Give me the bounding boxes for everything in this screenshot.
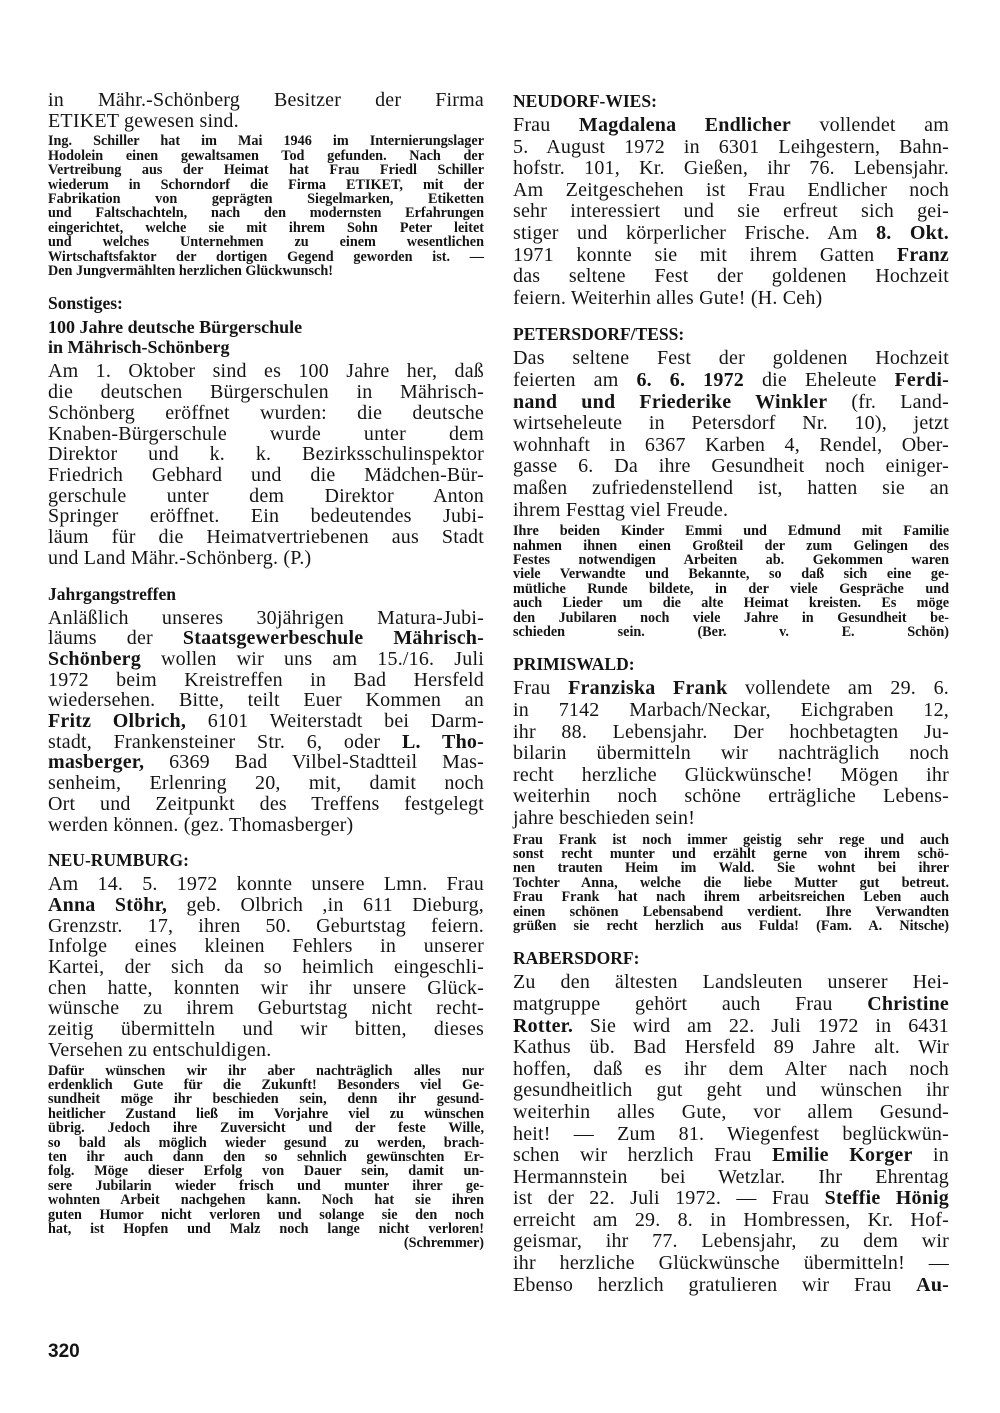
text-line bbox=[48, 670, 484, 691]
text-line bbox=[513, 596, 949, 610]
text: hoffen, daß es ihr dem Alter nach noch bbox=[513, 1057, 949, 1080]
bold-text: Ferdi- bbox=[894, 368, 949, 391]
text-line bbox=[48, 1208, 484, 1222]
text-line bbox=[48, 752, 484, 773]
text-line bbox=[48, 978, 484, 999]
text-line bbox=[48, 628, 484, 649]
text-line bbox=[513, 1037, 949, 1059]
text: Ort und Zeitpunkt des Treffens festgelegt bbox=[48, 792, 484, 815]
text: übrig. Jedoch ihre Zuversicht und der feste Wille, bbox=[48, 1120, 484, 1137]
primiswald-article bbox=[513, 678, 949, 829]
text: mütliche Runde bildete, in der viele Gespräche und bbox=[513, 580, 949, 597]
text-line bbox=[513, 700, 949, 722]
bold-text: Anna Stöhr, bbox=[48, 893, 168, 916]
text: feiern. Weiterhin alles Gute! (H. Ceh) bbox=[513, 286, 823, 309]
text: das seltene Fest der goldenen Hochzeit bbox=[513, 265, 949, 288]
text: sere Jubilarin wieder frisch und munter ihrer ge- bbox=[48, 1177, 484, 1194]
bold-text: 6. 6. 1972 bbox=[636, 368, 744, 391]
text-line bbox=[513, 611, 949, 625]
text: recht herzliche Glückwünsche! Mögen ihr bbox=[513, 763, 949, 786]
text: Knaben-Bürgerschule wurde unter dem bbox=[48, 422, 484, 445]
text-line bbox=[48, 773, 484, 794]
text-line bbox=[48, 221, 484, 235]
neu-rumburg-note bbox=[48, 1064, 484, 1251]
etiket-intro bbox=[48, 90, 484, 131]
bold-text: Emilie Korger bbox=[772, 1144, 913, 1167]
text-line bbox=[48, 1040, 484, 1061]
text-line bbox=[48, 111, 484, 132]
bold-text: 8. Okt. bbox=[876, 221, 949, 244]
text: Vertreibung aus der Heimat hat Frau Friedl Schiller bbox=[48, 162, 484, 179]
text: und welches Unternehmen zu einem wesentlichen bbox=[48, 234, 484, 251]
text-line bbox=[48, 608, 484, 629]
text-line bbox=[513, 722, 949, 744]
rabersdorf-article bbox=[513, 972, 949, 1296]
text: ihr 88. Lebensjahr. Der hochbetagten Ju- bbox=[513, 720, 949, 743]
text: Tochter Anna, welche die liebe Mutter gut betreut. bbox=[513, 874, 949, 891]
text: grüßen sie recht herzlich aus Fulda! (Fam. A. Nitsche) bbox=[513, 917, 949, 934]
text-line bbox=[48, 178, 484, 192]
bold-text: Rotter. bbox=[513, 1014, 574, 1037]
primiswald-note bbox=[513, 833, 949, 934]
bold-text: Staatsgewerbeschule Mährisch- bbox=[182, 627, 484, 650]
text: Friedrich Gebhard und die Mädchen-Bür- bbox=[48, 463, 484, 486]
text: folg. Möge dieser Erfolg von Dauer sein, damit un- bbox=[48, 1163, 484, 1180]
text-line bbox=[513, 743, 949, 765]
text: sundheit möge ihr beschieden sein, denn ihr gesund- bbox=[48, 1091, 484, 1108]
petersdorf-note bbox=[513, 524, 949, 639]
text-line bbox=[513, 413, 949, 435]
text: Versehen zu entschuldigen. bbox=[48, 1038, 272, 1061]
text-line bbox=[513, 266, 949, 288]
text: jahre beschieden sein! bbox=[513, 806, 696, 829]
text: Sie wird am 22. Juli 1972 in 6431 bbox=[573, 1014, 949, 1037]
text: eingerichtet, welche sie mit ihrem Sohn Peter leitet bbox=[48, 219, 484, 236]
text: ten ihr auch dann den so sehnlich gewünschten Er- bbox=[48, 1149, 484, 1165]
bold-text: masberger, bbox=[48, 751, 145, 774]
text-line bbox=[513, 625, 949, 639]
text: Den Jungvermählten herzlichen Glückwunsch! bbox=[48, 263, 333, 280]
text: stiger und körperlicher Frische. Am bbox=[513, 221, 877, 244]
text: NEUDORF-WIES: bbox=[513, 91, 657, 111]
text-line bbox=[48, 192, 484, 206]
text: guten Humor nicht verloren und solange sie den noch bbox=[48, 1206, 484, 1223]
text: PRIMISWALD: bbox=[513, 654, 635, 675]
text: ist der 22. Juli 1972. — Frau bbox=[513, 1187, 825, 1210]
jahrgangstreffen-article bbox=[48, 608, 484, 836]
text-line bbox=[48, 527, 484, 548]
text: auch Lieder um die alte Heimat kreisten. Es möge bbox=[513, 595, 949, 612]
text: hofstr. 101, Kr. Gießen, ihr 76. Lebensjahr. bbox=[513, 157, 949, 180]
text-line bbox=[513, 1124, 949, 1146]
text: schieden sein. bbox=[513, 623, 645, 640]
page-number: 320 bbox=[48, 1341, 80, 1362]
text: PETERSDORF/TESS: bbox=[513, 324, 685, 345]
text: feierten am bbox=[513, 368, 637, 391]
text: ihr herzliche Glückwünsche übermitteln! — bbox=[513, 1252, 949, 1275]
neu-rumburg-article bbox=[48, 874, 484, 1060]
text-line bbox=[513, 348, 949, 370]
text-line bbox=[513, 456, 949, 478]
text: den Jubilaren noch viele Jahre in Gesundheit be- bbox=[513, 609, 949, 626]
text: Dafür wünschen wir ihr aber nachträglich alles nur bbox=[48, 1062, 484, 1079]
section-jahrgangstreffen bbox=[48, 583, 484, 605]
text-line bbox=[513, 392, 949, 414]
text-line bbox=[513, 1275, 949, 1297]
text: erdenklich Gute für die Zukunft! Besonders viel Ge- bbox=[48, 1076, 484, 1093]
bold-text: Franziska Frank bbox=[568, 677, 728, 700]
text-line bbox=[513, 180, 949, 202]
text-line bbox=[48, 1121, 484, 1135]
text: in 7142 Marbach/Neckar, Eichgraben 12, bbox=[513, 698, 949, 721]
text-line bbox=[513, 653, 949, 675]
text: Jahrgangstreffen bbox=[48, 583, 176, 604]
text-line bbox=[513, 947, 949, 969]
text-line bbox=[48, 1193, 484, 1207]
section-primiswald bbox=[513, 653, 949, 675]
text-line bbox=[48, 264, 484, 278]
text: Schönberg eröffnet wurden: die deutsche bbox=[48, 401, 484, 424]
text-line bbox=[48, 1150, 484, 1164]
text: bilarin übermitteln wir nachträglich noch bbox=[513, 742, 949, 765]
text: Ing. Schiller hat im Mai 1946 im Internierungslager bbox=[48, 133, 484, 150]
text-line bbox=[513, 890, 949, 904]
text: heitlicher Zustand ließ im Vorjahre viel zu wünschen bbox=[48, 1105, 484, 1122]
text-line bbox=[48, 163, 484, 177]
text: Frau Frank ist noch immer geistig sehr rege und auch bbox=[513, 831, 949, 848]
text: (Schremmer) bbox=[403, 1235, 484, 1252]
text-line bbox=[48, 732, 484, 753]
text-line bbox=[48, 424, 484, 445]
section-rabersdorf bbox=[513, 947, 949, 969]
text: Sonstiges: bbox=[48, 293, 123, 314]
text-line bbox=[513, 847, 949, 861]
text-line bbox=[513, 1231, 949, 1253]
text: hat, ist Hopfen und Malz noch lange nicht verloren! bbox=[48, 1221, 484, 1238]
text: läums der bbox=[48, 627, 183, 650]
right-column bbox=[513, 90, 949, 1296]
text-line bbox=[48, 361, 484, 382]
text-line bbox=[48, 403, 484, 424]
text-line bbox=[48, 548, 484, 569]
text: Hermannstein bei Wetzlar. Ihr Ehrentag bbox=[513, 1165, 949, 1188]
text-line bbox=[48, 849, 484, 871]
bold-text: Schönberg bbox=[48, 647, 141, 670]
text: 100 Jahre deutsche Bürgerschule bbox=[48, 317, 303, 338]
bold-text: Franz bbox=[896, 243, 949, 266]
text-line bbox=[48, 690, 484, 711]
text-line bbox=[513, 861, 949, 875]
text: (fr. Land- bbox=[827, 390, 949, 413]
text: ETIKET gewesen sind. bbox=[48, 109, 239, 132]
text: werden können. (gez. Thomasberger) bbox=[48, 813, 354, 836]
text-line bbox=[48, 895, 484, 916]
text-line bbox=[513, 1080, 949, 1102]
bold-text: Fritz Olbrich, bbox=[48, 710, 187, 733]
text-line bbox=[48, 1179, 484, 1193]
text: gerschule unter dem Direktor Anton bbox=[48, 484, 484, 507]
text: wohnten Arbeit nachgehen kann. Noch hat sie ihren bbox=[48, 1192, 484, 1209]
text: vollendete am 29. 6. bbox=[727, 677, 949, 700]
text: so bald als möglich wieder gesund zu werden, brach- bbox=[48, 1134, 484, 1151]
text-line bbox=[513, 1059, 949, 1081]
section-petersdorf-tess bbox=[513, 323, 949, 345]
text: einen schönen Lebensabend verdient. Ihre Verwandten bbox=[513, 903, 949, 920]
text: Springer eröffnet. Ein bedeutendes Jubi- bbox=[48, 505, 484, 528]
text: chen hatte, konnten wir ihr unsere Glück- bbox=[48, 976, 484, 999]
text: 6101 Weiterstadt bei Darm- bbox=[186, 710, 484, 733]
text-line bbox=[48, 711, 484, 732]
text-line bbox=[48, 206, 484, 220]
text-line bbox=[513, 972, 949, 994]
text: wünsche zu ihrem Geburtstag nicht recht- bbox=[48, 997, 484, 1020]
text: gasse 6. Da ihre Gesundheit noch einiger- bbox=[513, 455, 949, 478]
text-line bbox=[48, 649, 484, 670]
text: Fabrikation von geprägten Siegelmarken, Etiketten bbox=[48, 191, 484, 208]
text: in bbox=[912, 1144, 949, 1167]
text-line bbox=[513, 245, 949, 267]
text: Grenzstr. 17, ihren 50. Geburtstag feiern. bbox=[48, 914, 484, 937]
text-line bbox=[48, 794, 484, 815]
text-line bbox=[48, 957, 484, 978]
text: 1972 beim Kreistreffen in Bad Hersfeld bbox=[48, 668, 484, 691]
text-line bbox=[48, 1064, 484, 1078]
text: stadt, Frankensteiner Str. 6, oder bbox=[48, 730, 402, 753]
text: wiederum in Schorndorf die Firma ETIKET, mit der bbox=[48, 176, 484, 193]
text: gesundheitlich gut geht und wünschen ihr bbox=[513, 1079, 949, 1102]
text: 1971 konnte sie mit ihrem Gatten bbox=[513, 243, 897, 266]
text: Am 1. Oktober sind es 100 Jahre her, daß bbox=[48, 360, 484, 383]
text-line bbox=[48, 250, 484, 264]
text: Kartei, der sich da so heimlich eingeschli- bbox=[48, 956, 484, 979]
text-line bbox=[513, 567, 949, 581]
bold-text: Steffie Hönig bbox=[824, 1187, 949, 1210]
text-line bbox=[513, 223, 949, 245]
text: maßen zufriedenstellend ist, hatten sie an bbox=[513, 476, 949, 499]
text-line bbox=[48, 134, 484, 148]
text-line bbox=[513, 1210, 949, 1232]
text: geb. Olbrich ,in 611 Dieburg, bbox=[167, 893, 484, 916]
text-line bbox=[48, 1078, 484, 1092]
text-line bbox=[48, 506, 484, 527]
text: 6369 Bad Vilbel-Stadtteil Mas- bbox=[144, 751, 484, 774]
text: nen trauten Heim im Wald. Sie wohnt bei ihrer bbox=[513, 860, 949, 877]
text-line bbox=[48, 465, 484, 486]
text-line bbox=[513, 765, 949, 787]
text: Festes notwendigen Arbeiten ab. Gekommen waren bbox=[513, 551, 949, 568]
text: Ebenso herzlich gratulieren wir Frau bbox=[513, 1273, 917, 1296]
section-neu-rumburg bbox=[48, 849, 484, 871]
text: Frau bbox=[513, 114, 579, 136]
text: und Land Mähr.-Schönberg. (P.) bbox=[48, 546, 312, 569]
text-line bbox=[513, 539, 949, 553]
text: senheim, Erlenring 20, mit, damit noch bbox=[48, 772, 484, 795]
text-line bbox=[513, 137, 949, 159]
text: geismar, ihr 77. Lebensjahr, zu dem wir bbox=[513, 1230, 949, 1253]
text: erreicht am 29. 8. in Hombressen, Kr. Hof- bbox=[513, 1208, 949, 1231]
text-line bbox=[48, 1236, 484, 1250]
text: wirtseheleute in Petersdorf Nr. 10), jetzt bbox=[513, 412, 949, 435]
text: 5. August 1972 in 6301 Leihgestern, Bahn- bbox=[513, 135, 949, 158]
text: weiterhin noch schöne erträgliche Lebens- bbox=[513, 785, 949, 808]
bold-text: Magdalena Endlicher bbox=[578, 114, 791, 136]
neudorf-wies-article bbox=[513, 115, 949, 309]
text-line bbox=[48, 292, 484, 314]
section-sonstiges bbox=[48, 292, 484, 314]
text-line bbox=[513, 876, 949, 890]
text: nahmen ihnen einen Großteil der zum Gelingen des bbox=[513, 537, 949, 554]
text-line bbox=[48, 815, 484, 836]
text: Wirtschaftsfaktor der dortigen Gegend geworden ist. — bbox=[48, 248, 484, 265]
bold-text: L. Tho- bbox=[401, 730, 484, 753]
text: Infolge eines kleinen Fehlers in unserer bbox=[48, 935, 484, 958]
text: und Faltschachteln, nach den modernsten Erfahrungen bbox=[48, 205, 484, 222]
text-line bbox=[513, 905, 949, 919]
text-line bbox=[513, 808, 949, 830]
text-line bbox=[513, 786, 949, 808]
text-line bbox=[513, 1253, 949, 1275]
text: sonst recht munter und erzählt gerne von ihrem schö- bbox=[513, 845, 949, 862]
buergerschule-article bbox=[48, 361, 484, 568]
text-line bbox=[48, 235, 484, 249]
text: zeitig übermitteln und wir bitten, dieses bbox=[48, 1018, 484, 1041]
text-line bbox=[48, 1136, 484, 1150]
text-line bbox=[513, 478, 949, 500]
text-line bbox=[48, 916, 484, 937]
text: matgruppe gehört auch Frau bbox=[513, 992, 868, 1015]
text-line bbox=[513, 115, 949, 137]
text-line bbox=[513, 288, 949, 310]
text-line bbox=[513, 994, 949, 1016]
text-line bbox=[48, 1164, 484, 1178]
text-line bbox=[513, 1145, 949, 1167]
text: die deutschen Bürgerschulen in Mährisch- bbox=[48, 381, 484, 404]
text: Frau Frank hat nach ihrem arbeitsreichen Leben auch bbox=[513, 889, 949, 906]
text-line bbox=[513, 1188, 949, 1210]
text: schen wir herzlich Frau bbox=[513, 1144, 773, 1167]
text: Frau bbox=[513, 677, 569, 700]
text: Am Zeitgeschehen ist Frau Endlicher noch bbox=[513, 178, 949, 201]
text-line bbox=[48, 317, 484, 337]
text: wohnhaft in 6367 Karben 4, Rendel, Ober- bbox=[513, 433, 949, 456]
text-line bbox=[513, 435, 949, 457]
text-line bbox=[48, 337, 484, 357]
text-line bbox=[48, 1107, 484, 1121]
text-line bbox=[513, 201, 949, 223]
text: in Mähr.-Schönberg Besitzer der Firma bbox=[48, 89, 484, 111]
text: die Eheleute bbox=[743, 368, 895, 391]
text: (Ber. v. E. Schön) bbox=[644, 623, 949, 640]
text: RABERSDORF: bbox=[513, 948, 640, 969]
section-neudorf-wies bbox=[513, 90, 949, 112]
text: viele Verwandte und Bekannte, so daß sich eine ge- bbox=[513, 566, 949, 583]
schiller-note bbox=[48, 134, 484, 278]
text: ihrem Festtag viel Freude. bbox=[513, 498, 729, 521]
text-line bbox=[48, 1092, 484, 1106]
text-line bbox=[513, 90, 949, 112]
text-line bbox=[513, 553, 949, 567]
text-line bbox=[48, 486, 484, 507]
buergerschule-title bbox=[48, 317, 484, 357]
text-line bbox=[48, 583, 484, 605]
text: Das seltene Fest der goldenen Hochzeit bbox=[513, 347, 949, 370]
text: läum für die Heimatvertriebenen aus Stadt bbox=[48, 526, 484, 549]
text-line bbox=[48, 998, 484, 1019]
text-line bbox=[513, 158, 949, 180]
text-line bbox=[48, 90, 484, 111]
text: vollendet am bbox=[791, 114, 949, 136]
text-line bbox=[48, 149, 484, 163]
text-line bbox=[48, 382, 484, 403]
bold-text: Christine bbox=[867, 992, 949, 1015]
text-line bbox=[48, 1019, 484, 1040]
text-line bbox=[513, 323, 949, 345]
bold-text: nand und Friederike Winkler bbox=[513, 390, 828, 413]
bold-text: Au- bbox=[916, 1273, 949, 1296]
text: in Mährisch-Schönberg bbox=[48, 337, 230, 358]
text-line bbox=[513, 582, 949, 596]
petersdorf-article bbox=[513, 348, 949, 521]
text-line bbox=[513, 678, 949, 700]
text-line bbox=[48, 936, 484, 957]
text-line bbox=[513, 1016, 949, 1038]
text: Direktor und k. k. Bezirksschulinspektor bbox=[48, 443, 484, 466]
text: heit! — Zum 81. Wiegenfest beglückwün- bbox=[513, 1122, 949, 1145]
text-line bbox=[513, 370, 949, 392]
text-line bbox=[48, 874, 484, 895]
text-line bbox=[513, 524, 949, 538]
text-line bbox=[48, 1222, 484, 1236]
text: sehr interessiert und sie erfreut sich gei- bbox=[513, 200, 949, 223]
text-line bbox=[513, 833, 949, 847]
text: Kathus üb. Bad Hersfeld 89 Jahre alt. Wir bbox=[513, 1036, 949, 1059]
text-line bbox=[513, 1167, 949, 1189]
text: weiterhin alles Gute, vor allem Gesund- bbox=[513, 1100, 949, 1123]
text: Anläßlich unseres 30jährigen Matura-Jubi- bbox=[48, 606, 484, 629]
text: Am 14. 5. 1972 konnte unsere Lmn. Frau bbox=[48, 873, 484, 896]
text-line bbox=[513, 1102, 949, 1124]
text: Zu den ältesten Landsleuten unserer Hei- bbox=[513, 971, 949, 994]
text-line bbox=[48, 444, 484, 465]
text: NEU-RUMBURG: bbox=[48, 850, 189, 871]
text: Hodolein einen gewaltsamen Tod gefunden. Nach der bbox=[48, 147, 484, 164]
text-line bbox=[513, 500, 949, 522]
text: wiedersehen. Bitte, teilt Euer Kommen an bbox=[48, 689, 484, 712]
left-column bbox=[48, 90, 484, 1251]
text: Ihre beiden Kinder Emmi und Edmund mit Familie bbox=[513, 523, 949, 540]
text-line bbox=[513, 919, 949, 933]
text: wollen wir uns am 15./16. Juli bbox=[140, 647, 484, 670]
